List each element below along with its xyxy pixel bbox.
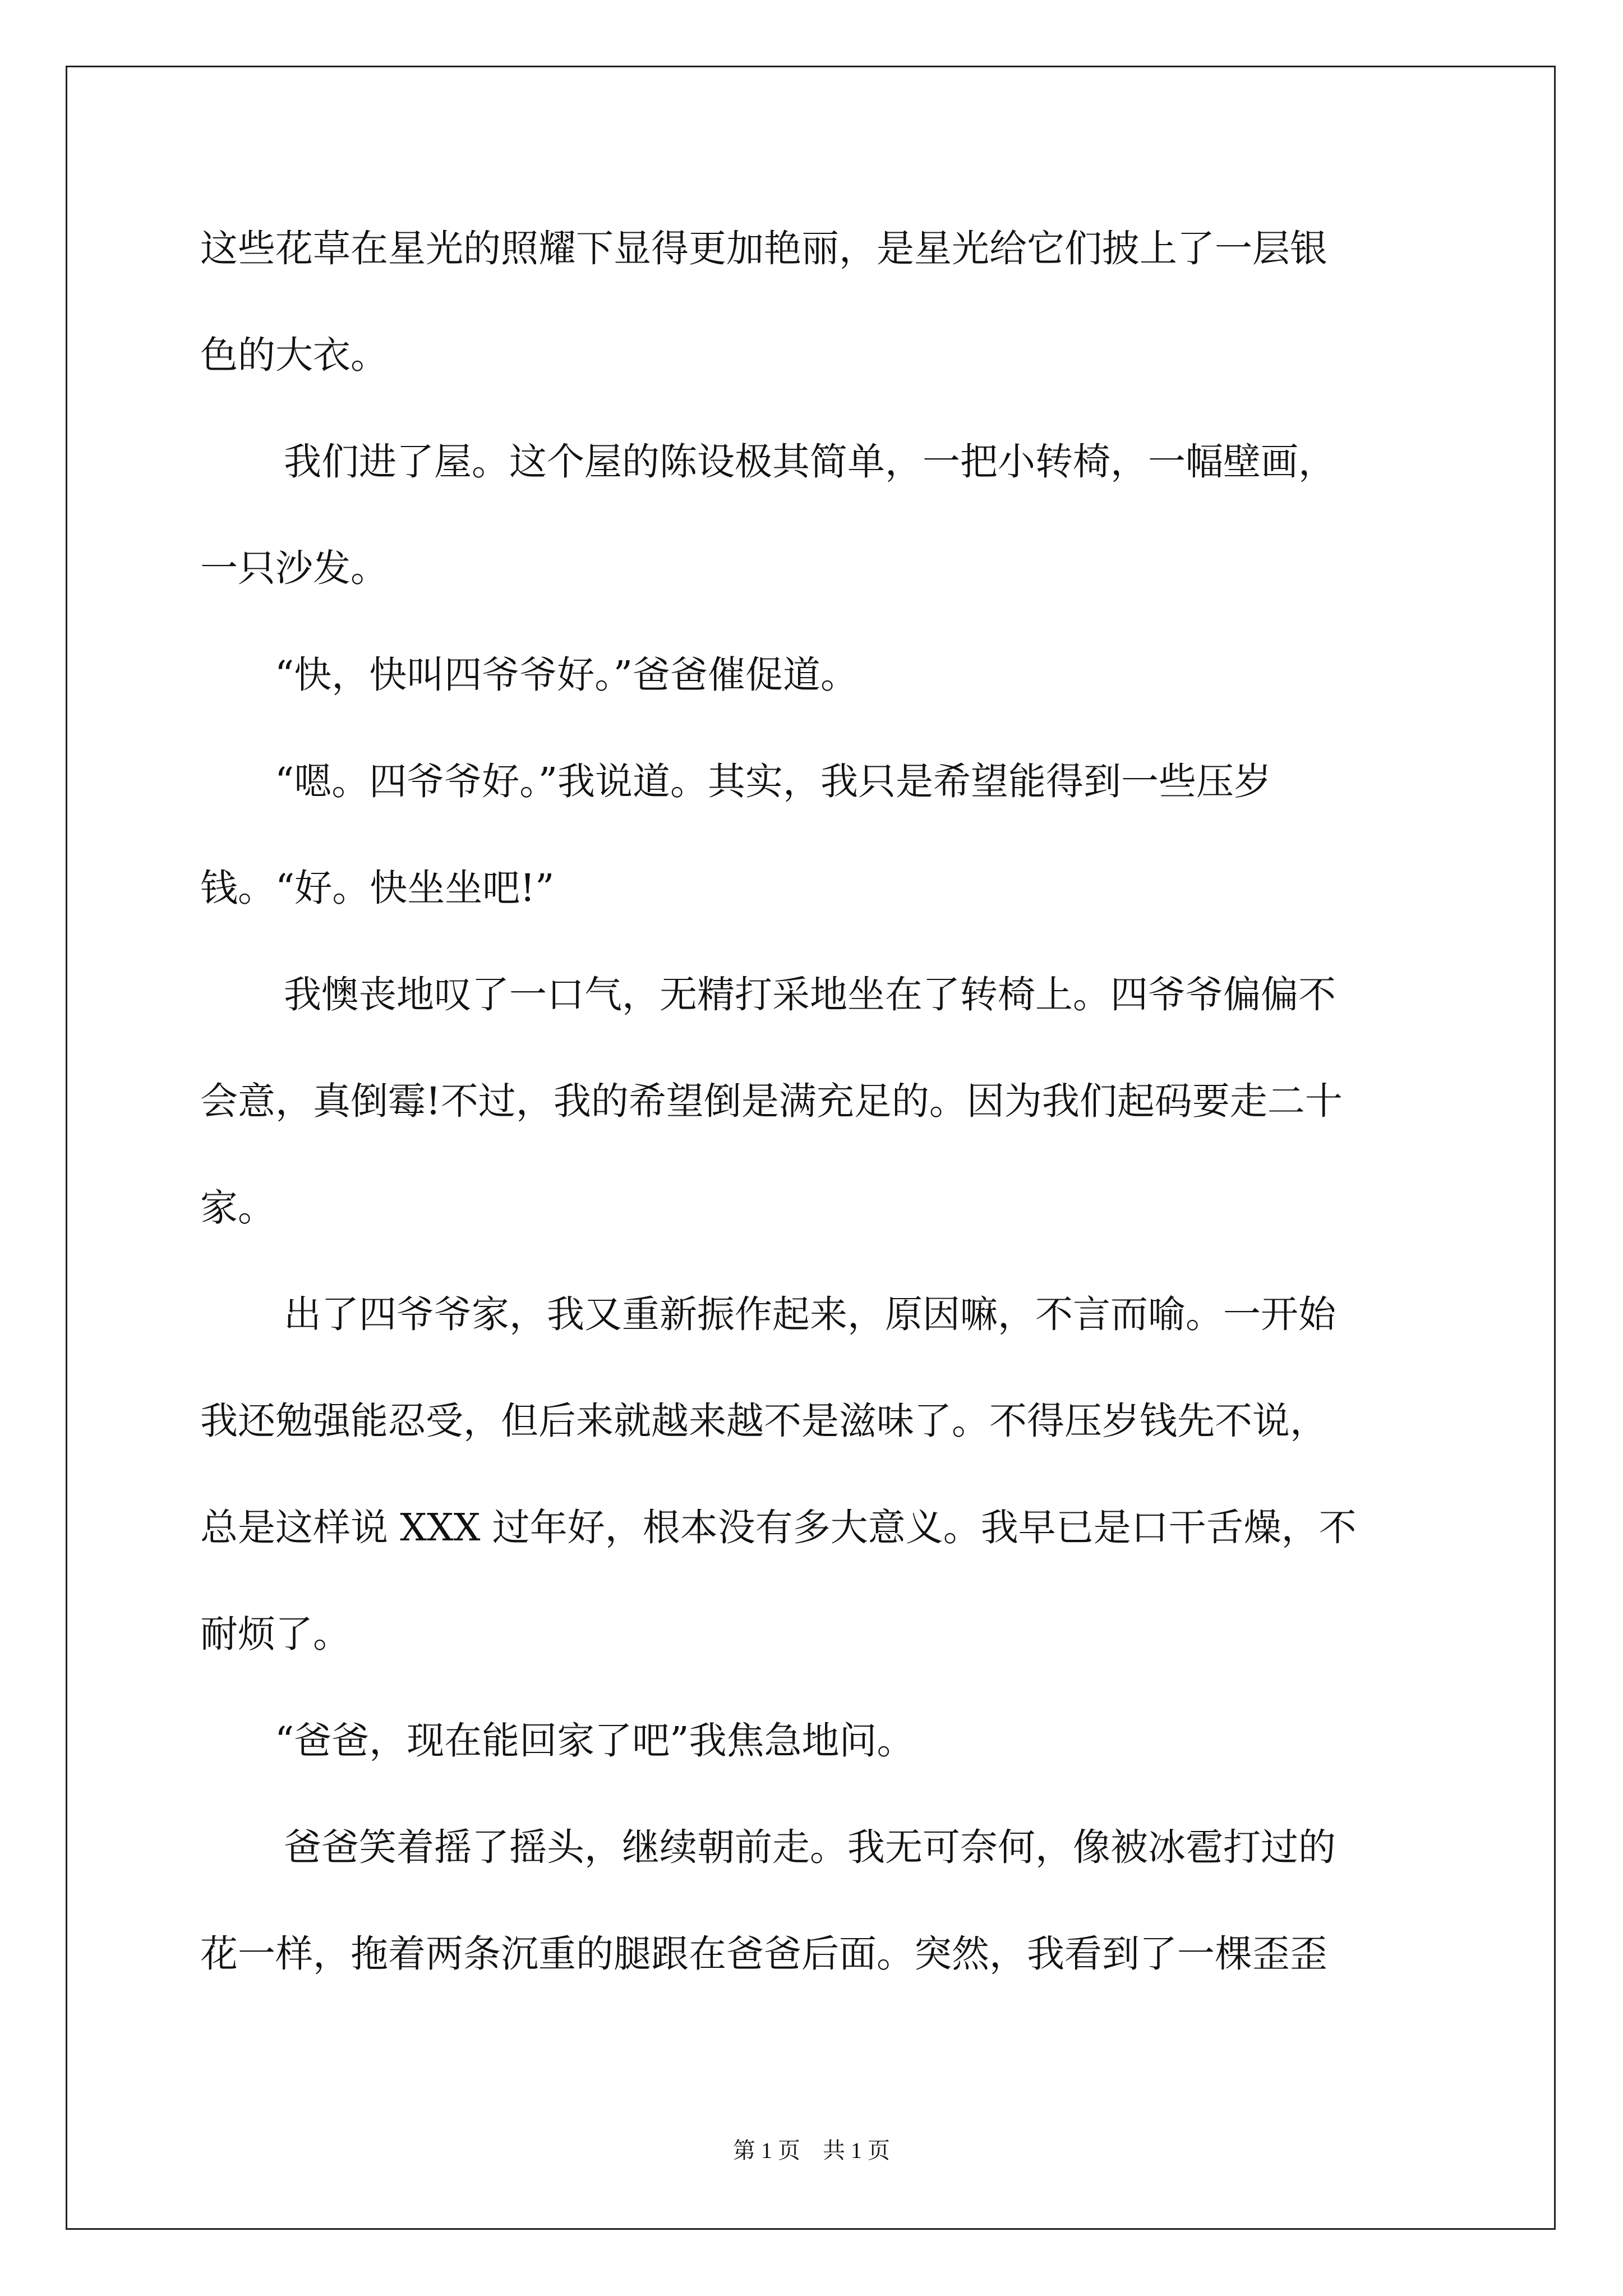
text-line: 色的大衣。 [200,333,388,377]
text-line: 一只沙发。 [200,546,388,590]
text-line: 花一样，拖着两条沉重的腿跟在爸爸后面。突然，我看到了一棵歪歪 [200,1932,1327,1976]
text-line: 会意，真倒霉!不过，我的希望倒是满充足的。因为我们起码要走二十 [200,1079,1343,1123]
page-number-label: 第 1 页 共 1 页 [733,2138,890,2163]
text-line: 我懊丧地叹了一口气，无精打采地坐在了转椅上。四爷爷偏偏不 [284,973,1336,1016]
page-number-footer [0,2133,1623,2165]
text-line: 总是这样说 XXX 过年好，根本没有多大意义。我早已是口干舌燥，不 [200,1506,1357,1549]
text-line: 爸爸笑着摇了摇头，继续朝前走。我无可奈何，像被冰雹打过的 [284,1825,1336,1869]
text-line: “爸爸，现在能回家了吧”我焦急地问。 [275,1719,915,1763]
text-line: 家。 [200,1186,275,1230]
text-line: “嗯。四爷爷好。”我说道。其实，我只是希望能得到一些压岁 [275,760,1272,803]
text-line: 钱。“好。快坐坐吧!” [200,866,555,910]
page-border [66,66,1556,2230]
text-line: 耐烦了。 [200,1612,351,1656]
text-line: 我们进了屋。这个屋的陈设极其简单，一把小转椅，一幅壁画， [284,440,1336,484]
text-line: 这些花草在星光的照耀下显得更加艳丽，是星光给它们披上了一层银 [200,227,1327,270]
text-line: 我还勉强能忍受，但后来就越来越不是滋味了。不得压岁钱先不说， [200,1399,1327,1443]
text-line: “快，快叫四爷爷好。”爸爸催促道。 [275,653,859,697]
text-line: 出了四爷爷家，我又重新振作起来，原因嘛，不言而喻。一开始 [284,1292,1336,1336]
